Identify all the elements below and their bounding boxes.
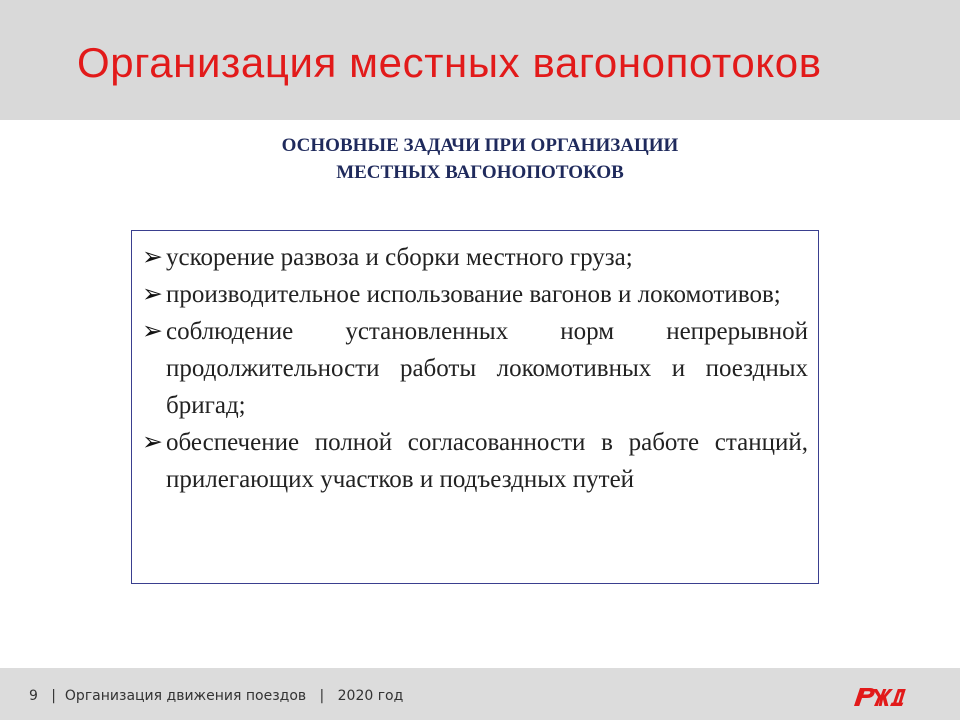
list-item-text: соблюдение установленных норм непрерывной продолжительности работы локомотивных и поездных бригад; (166, 318, 808, 419)
arrow-bullet-icon: ➢ (142, 318, 163, 345)
list-item (142, 313, 808, 424)
rzd-logo-icon (852, 684, 908, 708)
list-item-text: ускорение развоза и сборки местного груза; (166, 244, 633, 271)
arrow-bullet-icon: ➢ (142, 244, 163, 271)
list-item (142, 239, 808, 276)
footer-year: 2020 год (337, 688, 404, 704)
arrow-bullet-icon: ➢ (142, 429, 163, 456)
arrow-bullet-icon: ➢ (142, 281, 163, 308)
slide-title: Организация местных вагонопотоков (77, 39, 822, 86)
list-item-text: производительное использование вагонов и локомотивов; (166, 281, 781, 308)
list-item (142, 424, 808, 498)
list-item-text: обеспечение полной согласованности в работе станций, прилегающих участков и подъездных путей (166, 429, 808, 493)
footer-info (29, 688, 403, 704)
tasks-box (131, 230, 819, 584)
page-number: 9 (29, 688, 38, 704)
footer-separator: | (319, 688, 325, 704)
section-subtitle: ОСНОВНЫЕ ЗАДАЧИ ПРИ ОРГАНИЗАЦИИ МЕСТНЫХ ВАГОНОПОТОКОВ (281, 135, 679, 183)
footer-course: Организация движения поездов (64, 688, 307, 704)
footer-separator: | (51, 688, 56, 704)
list-item (142, 276, 808, 313)
